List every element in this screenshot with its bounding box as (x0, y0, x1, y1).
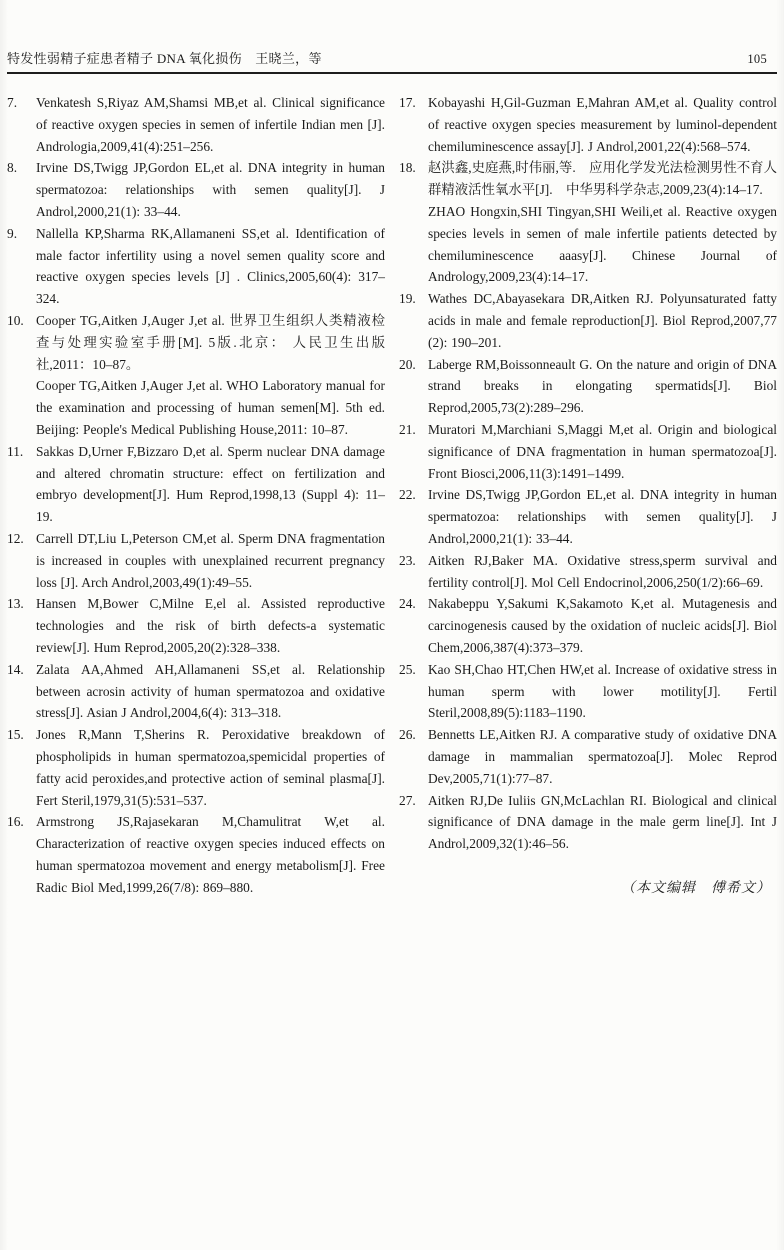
reference-paragraph: Kao SH,Chao HT,Chen HW,et al. Increase of oxidative stress in human sperm with lower motility[J]. Fertil Steril,2008,89(5):1183–1190. (428, 661, 777, 721)
reference-paragraph: Cooper TG,Aitken J,Auger J,et al. WHO Laboratory manual for the examination and processing of human semen[M]. 5th ed. Beijing: People's Medical Publishing House,2011: 10–87. (36, 378, 385, 437)
reference-item (399, 354, 777, 419)
reference-paragraph: Bennetts LE,Aitken RJ. A comparative study of oxidative DNA damage in mammalian spermatozoa[J]. Molec Reprod Dev,2005,71(1):77–87. (428, 727, 777, 786)
reference-item (7, 593, 385, 658)
reference-text (428, 419, 777, 484)
reference-number: 11. (7, 443, 24, 459)
reference-item (7, 724, 385, 811)
reference-text (428, 724, 777, 789)
reference-item (399, 659, 777, 724)
reference-paragraph: Muratori M,Marchiani S,Maggi M,et al. Origin and biological significance of DNA fragmentation in human spermatozoa[J]. Front Biosci,2006,11(3):1491–1499. (428, 421, 777, 481)
reference-text (36, 659, 385, 724)
reference-number: 19. (399, 291, 416, 307)
reference-paragraph: Kobayashi H,Gil-Guzman E,Mahran AM,et al. Quality control of reactive oxygen species measurement by luminol-dependent chemiluminescence assay[J]. J Androl,2001,22(4):568–574. (428, 95, 777, 154)
reference-paragraph: Hansen M,Bower C,Milne E,el al. Assisted reproductive technologies and the risk of birth defects-a systematic review[J]. Hum Reprod,2005,20(2):328–338. (36, 596, 385, 655)
reference-item (7, 157, 385, 222)
reference-paragraph: 赵洪鑫,史庭燕,时伟丽,等. 应用化学发光法检测男性不育人群精液活性氧水平[J]. 中华男科学杂志,2009,23(4):14–17. (428, 160, 777, 198)
reference-item (399, 790, 777, 855)
reference-item (399, 288, 777, 353)
reference-text (428, 550, 777, 594)
reference-number: 26. (399, 727, 416, 743)
reference-number: 7. (7, 95, 18, 110)
reference-item (7, 811, 385, 898)
reference-text (428, 790, 777, 855)
reference-number: 9. (7, 225, 18, 241)
reference-text (36, 811, 385, 898)
reference-item (7, 441, 385, 528)
reference-number: 12. (7, 530, 24, 546)
reference-item (7, 310, 385, 441)
reference-number: 21. (399, 421, 416, 437)
references-column-right (399, 92, 777, 898)
reference-text (428, 354, 777, 419)
reference-paragraph: Aitken RJ,Baker MA. Oxidative stress,sperm survival and fertility control[J]. Mol Cell Endocrinol,2006,250(1/2):66–69. (428, 552, 777, 590)
reference-item (7, 223, 385, 310)
reference-number: 22. (399, 487, 416, 503)
reference-text (428, 157, 777, 288)
reference-item (399, 92, 777, 157)
editor-note: （本文编辑 傅希文） (621, 880, 771, 896)
running-title: 特发性弱精子症患者精子 DNA 氧化损伤 王晓兰，等 (7, 51, 322, 66)
reference-paragraph: Aitken RJ,De Iuliis GN,McLachlan RI. Biological and clinical significance of DNA damage in the male germ line[J]. Int J Androl,2009,32(1):46–56. (428, 792, 777, 852)
reference-paragraph: ZHAO Hongxin,SHI Tingyan,SHI Weili,et al. Reactive oxygen species levels in semen of male infertile patients detected by chemiluminescence aaasy[J]. Chinese Journal of Andrology,2009,23(4):14–17. (428, 203, 777, 285)
reference-text (36, 223, 385, 310)
reference-paragraph: Zalata AA,Ahmed AH,Allamaneni SS,et al. Relationship between acrosin activity of human spermatozoa and oxidative stress[J]. Asian J Androl,2004,6(4): 313–318. (36, 661, 385, 721)
reference-item (7, 659, 385, 724)
reference-number: 15. (7, 727, 24, 743)
reference-number: 20. (399, 356, 416, 372)
reference-number: 16. (7, 814, 24, 830)
reference-text (36, 157, 385, 222)
reference-text (36, 92, 385, 157)
reference-number: 23. (399, 552, 416, 568)
reference-paragraph: Armstrong JS,Rajasekaran M,Chamulitrat W,et al. Characterization of reactive oxygen species induced effects on human spermatozoa movement and energy metabolism[J]. Free Radic Biol Med,1999,26(7/8): 869–880. (36, 814, 385, 895)
page-header (7, 48, 777, 74)
reference-number: 14. (7, 661, 24, 677)
reference-text (428, 484, 777, 549)
references-column-left (7, 92, 385, 898)
reference-number: 17. (399, 95, 416, 110)
reference-item (399, 724, 777, 789)
reference-number: 24. (399, 596, 416, 612)
reference-text (428, 593, 777, 658)
reference-item (7, 528, 385, 593)
reference-number: 10. (7, 312, 24, 328)
reference-paragraph: Sakkas D,Urner F,Bizzaro D,et al. Sperm nuclear DNA damage and altered chromatin structure: effect on fertilization and embryo development[J]. Hum Reprod,1998,13 (Suppl 4): 11–19. (36, 443, 385, 525)
page-number: 105 (747, 52, 767, 66)
reference-text (36, 441, 385, 528)
reference-number: 18. (399, 160, 416, 176)
reference-number: 27. (399, 792, 416, 808)
reference-text (428, 659, 777, 724)
reference-paragraph: Irvine DS,Twigg JP,Gordon EL,et al. DNA integrity in human spermatozoa: relationships with semen quality[J]. J Androl,2000,21(1): 33–44. (428, 487, 777, 546)
reference-text (36, 593, 385, 658)
reference-paragraph: Jones R,Mann T,Sherins R. Peroxidative breakdown of phospholipids in human spermatozoa,spemicidal properties of fatty acid peroxides,and protective action of seminal plasma[J]. Fert Steril,1979,31(5):531–537. (36, 727, 385, 808)
reference-text (36, 528, 385, 593)
reference-item (399, 419, 777, 484)
reference-number: 8. (7, 160, 18, 176)
reference-paragraph: Irvine DS,Twigg JP,Gordon EL,et al. DNA integrity in human spermatozoa: relationships with semen quality[J]. J Androl,2000,21(1): 33–44. (36, 160, 385, 219)
reference-number: 25. (399, 661, 416, 677)
references-section (7, 92, 777, 898)
reference-item (399, 484, 777, 549)
reference-paragraph: Cooper TG,Aitken J,Auger J,et al. 世界卫生组织人类精液检查与处理实验室手册[M]. 5版.北京： 人民卫生出版社,2011：10–87。 (36, 312, 385, 372)
reference-paragraph: Nallella KP,Sharma RK,Allamaneni SS,et al. Identification of male factor infertility using a novel semen quality score and reactive oxygen species levels [J] . Clinics,2005,60(4): 317–324. (36, 225, 385, 307)
reference-text (428, 92, 777, 157)
reference-number: 13. (7, 596, 24, 612)
reference-paragraph: Carrell DT,Liu L,Peterson CM,et al. Sperm DNA fragmentation is increased in couples with unexplained recurrent pregnancy loss [J]. Arch Androl,2003,49(1):49–55. (36, 530, 385, 590)
reference-paragraph: Nakabeppu Y,Sakumi K,Sakamoto K,et al. Mutagenesis and carcinogenesis caused by the oxidation of nucleic acids[J]. Biol Chem,2006,387(4):373–379. (428, 596, 777, 655)
reference-item (399, 157, 777, 288)
reference-paragraph: Venkatesh S,Riyaz AM,Shamsi MB,et al. Clinical significance of reactive oxygen species in semen of infertile Indian men [J]. Andrologia,2009,41(4):251–256. (36, 95, 385, 154)
reference-paragraph: Laberge RM,Boissonneault G. On the nature and origin of DNA strand breaks in elongating spermatids[J]. Biol Reprod,2005,73(2):289–296. (428, 356, 777, 416)
reference-paragraph: Wathes DC,Abayasekara DR,Aitken RJ. Polyunsaturated fatty acids in male and female reproduction[J]. Biol Reprod,2007,77 (2): 190–201. (428, 291, 777, 350)
reference-text (36, 310, 385, 441)
reference-item (7, 92, 385, 157)
reference-item (399, 593, 777, 658)
reference-item (399, 550, 777, 594)
reference-text (36, 724, 385, 811)
reference-text (428, 288, 777, 353)
